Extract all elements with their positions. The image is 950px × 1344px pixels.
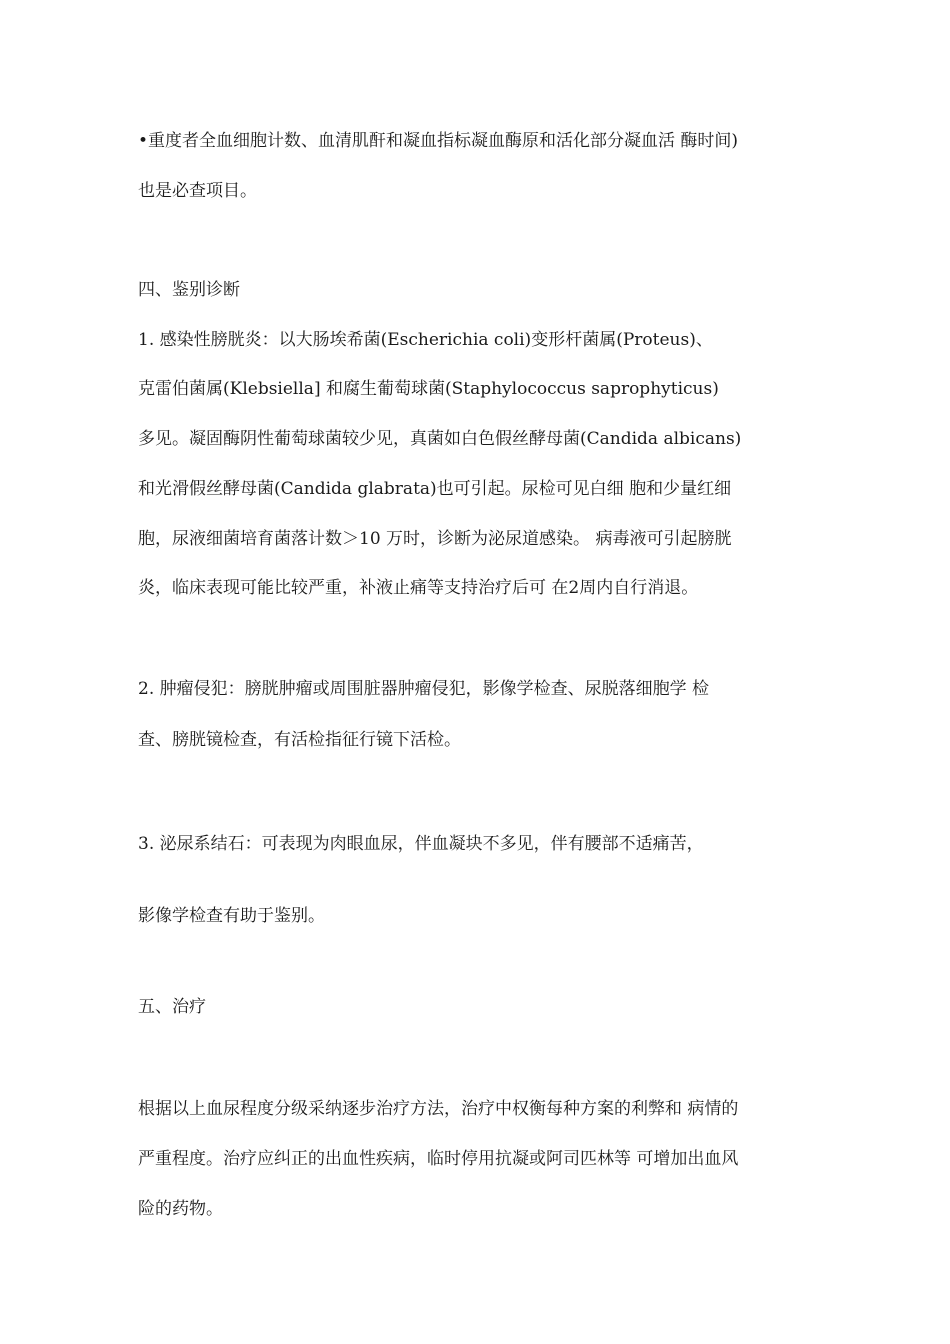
paragraph-line: 和光滑假丝酵母菌(Candida glabrata)也可引起。尿检可见白细 胞和少量红细	[138, 479, 732, 499]
paragraph-line: 1. 感染性膀胱炎：以大肠埃希菌(Escherichia coli)变形杆菌属(Proteus)、	[138, 330, 713, 350]
paragraph-line: 根据以上血尿程度分级采纳逐步治疗方法，治疗中权衡每种方案的利弊和 病情的	[138, 1099, 739, 1119]
section-heading: 四、鉴别诊断	[138, 280, 240, 300]
paragraph-line: 也是必查项目。	[138, 181, 257, 201]
paragraph-line: 3. 泌尿系结石：可表现为肉眼血尿，伴血凝块不多见，伴有腰部不适痛苦，	[138, 834, 704, 854]
paragraph-line: 2. 肿瘤侵犯：膀胱肿瘤或周围脏器肿瘤侵犯，影像学检查、尿脱落细胞学 检	[138, 679, 710, 699]
paragraph-line: •重度者全血细胞计数、血清肌酐和凝血指标凝血酶原和活化部分凝血活 酶时间)	[138, 131, 739, 151]
paragraph-line: 多见。凝固酶阴性葡萄球菌较少见，真菌如白色假丝酵母菌(Candida albicans)	[138, 429, 742, 449]
paragraph-line: 查、膀胱镜检查，有活检指征行镜下活检。	[138, 730, 461, 750]
paragraph-line: 胞，尿液细菌培育菌落计数＞10 万时，诊断为泌尿道感染。 病毒液可引起膀胱	[138, 529, 732, 549]
paragraph-line: 影像学检查有助于鉴别。	[138, 906, 325, 926]
paragraph-line: 克雷伯菌属(Klebsiella] 和腐生葡萄球菌(Staphylococcus saprophyticus)	[138, 379, 719, 399]
paragraph-line: 险的药物。	[138, 1199, 223, 1219]
paragraph-line: 炎，临床表现可能比较严重，补液止痛等支持治疗后可 在2周内自行消退。	[138, 578, 699, 598]
section-heading: 五、治疗	[138, 997, 206, 1017]
paragraph-line: 严重程度。治疗应纠正的出血性疾病，临时停用抗凝或阿司匹林等 可增加出血风	[138, 1149, 739, 1169]
